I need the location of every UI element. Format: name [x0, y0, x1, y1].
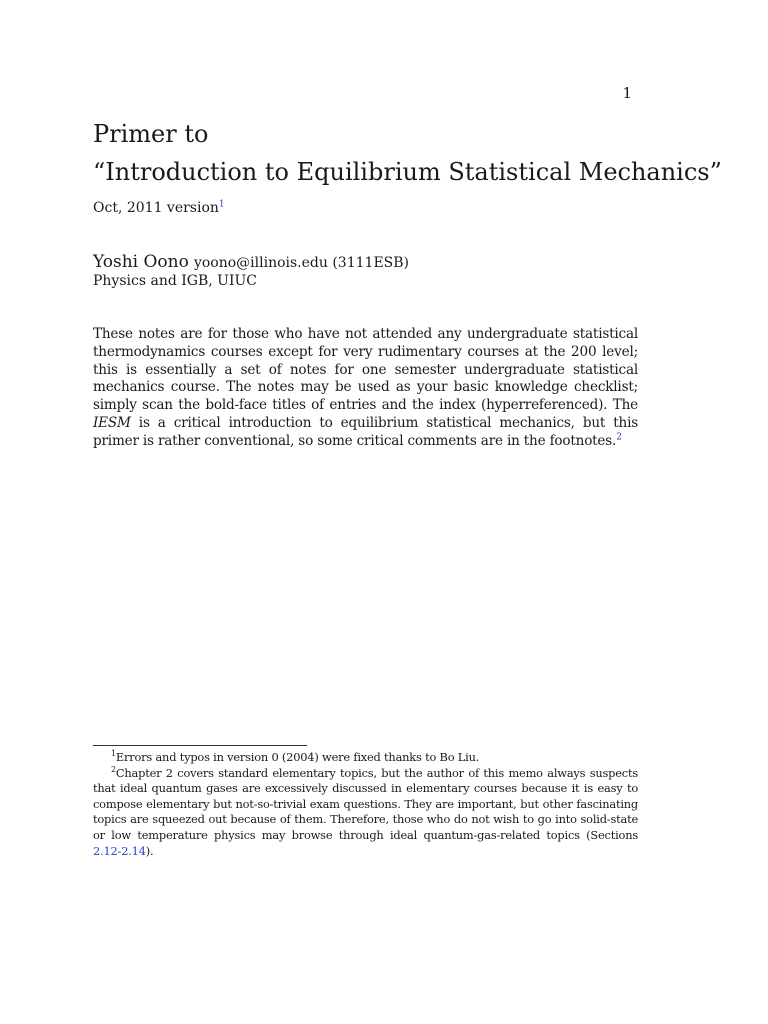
title-line-1: Primer to — [93, 120, 209, 148]
footnote-rule — [93, 745, 307, 746]
page-number: 1 — [622, 84, 632, 102]
footnote-2-text: Chapter 2 covers standard elementary topics, but the author of this memo always suspects that ideal quantum gases are excessively discussed in elementary courses because it is easy to compose elementary but not-so-trivial exam questions. They are important, but other fascinating topics are squeezed out because of them. Therefore, those who do not wish to go into solid-state or low temperature physics may browse through ideal quantum-gas-related topics (Sections — [93, 765, 638, 842]
title — [93, 115, 722, 191]
abstract-text-part1: These notes are for those who have not attended any undergraduate statistical thermodynamics courses except for very rudimentary courses at the 200 level; this is essentially a set of notes for one semester undergraduate statistical mechanics course. The notes may be used as your basic knowledge checklist; simply scan the bold-face titles of entries and the index (hyperreferenced). The — [93, 326, 638, 414]
version-line — [93, 200, 225, 216]
footnote-ref-2[interactable]: 2 — [616, 432, 622, 443]
footnote-1 — [93, 750, 638, 766]
abstract — [93, 326, 638, 451]
author-name: Yoshi Oono — [93, 252, 189, 272]
footnote-2-mark: 2 — [111, 764, 116, 774]
abstract-text-part2: is a critical introduction to equilibrium statistical mechanics, but this primer is rather conventional, so some critical comments are in the footnotes. — [93, 414, 638, 449]
author-affiliation: Physics and IGB, UIUC — [93, 273, 258, 289]
footnote-2-tail: ). — [145, 843, 154, 858]
footnotes — [93, 750, 638, 859]
abstract-iesm: IESM — [93, 414, 131, 431]
sections-link[interactable]: 2.12-2.14 — [93, 843, 146, 858]
footnote-1-mark: 1 — [111, 749, 116, 759]
author-contact: yoono@illinois.edu (3111ESB) — [193, 255, 409, 271]
footnote-2 — [93, 766, 638, 860]
version-text: Oct, 2011 version — [93, 200, 219, 216]
footnote-1-text: Errors and typos in version 0 (2004) were fixed thanks to Bo Liu. — [115, 750, 480, 764]
title-line-2: “Introduction to Equilibrium Statistical Mechanics” — [93, 158, 722, 186]
author-line — [93, 252, 409, 272]
footnote-ref-1[interactable]: 1 — [218, 199, 225, 210]
